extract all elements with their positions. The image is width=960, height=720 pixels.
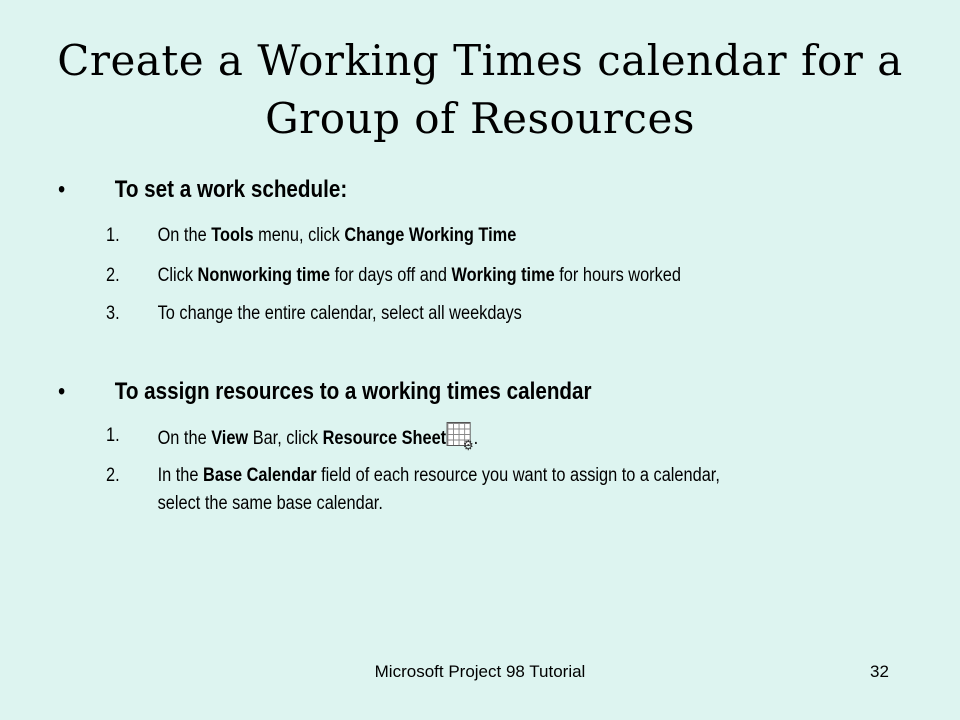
step-text — [158, 262, 681, 290]
page-number: 32 — [870, 662, 889, 681]
bullet-marker: • — [58, 378, 66, 405]
step-text-part: Bar, click — [248, 428, 323, 449]
title-line-1: Create a Working Times calendar for a — [57, 36, 903, 85]
step-text-bold: Base Calendar — [203, 465, 317, 486]
step-text — [158, 300, 522, 328]
step-text-part: In the — [157, 465, 204, 486]
slide-title — [0, 32, 960, 148]
step-text — [158, 222, 517, 250]
step-text-part: for days off and — [330, 265, 452, 286]
step-text-part: for hours worked — [554, 265, 681, 286]
step-text-bold: Resource Sheet — [322, 428, 447, 449]
step-text-part: On the — [157, 225, 212, 246]
step-text-part: field of each resource you want to assign to a calendar, — [316, 465, 720, 486]
step-text-bold: Working time — [451, 265, 555, 286]
footer-title: Microsoft Project 98 Tutorial — [374, 662, 586, 681]
step-number: 1. — [106, 225, 120, 246]
bullet-marker: • — [58, 176, 66, 203]
section-2-heading-text: To assign resources to a working times calendar — [114, 378, 592, 405]
step-text-part: select the same base calendar. — [157, 493, 383, 514]
step-number: 3. — [106, 303, 120, 324]
step-text-part: On the — [157, 428, 212, 449]
step-text-part: To change the entire calendar, select all weekdays — [157, 303, 522, 324]
step-text-part: . — [473, 428, 479, 449]
section-1-heading-text: To set a work schedule: — [114, 176, 348, 203]
resource-sheet-icon — [446, 422, 474, 452]
step-text — [158, 422, 479, 453]
step-text-bold: Tools — [211, 225, 254, 246]
step-text-part: menu, click — [253, 225, 345, 246]
step-text-bold: View — [211, 428, 249, 449]
step-number: 1. — [106, 425, 120, 446]
step-text — [158, 462, 720, 518]
gear-icon: ⚙ — [462, 437, 474, 453]
step-number: 2. — [106, 465, 120, 486]
step-text-part: Click — [157, 265, 198, 286]
step-text-bold: Nonworking time — [197, 265, 331, 286]
title-line-2: Group of Resources — [265, 94, 695, 143]
step-text-bold: Change Working Time — [344, 225, 517, 246]
step-number: 2. — [106, 265, 120, 286]
